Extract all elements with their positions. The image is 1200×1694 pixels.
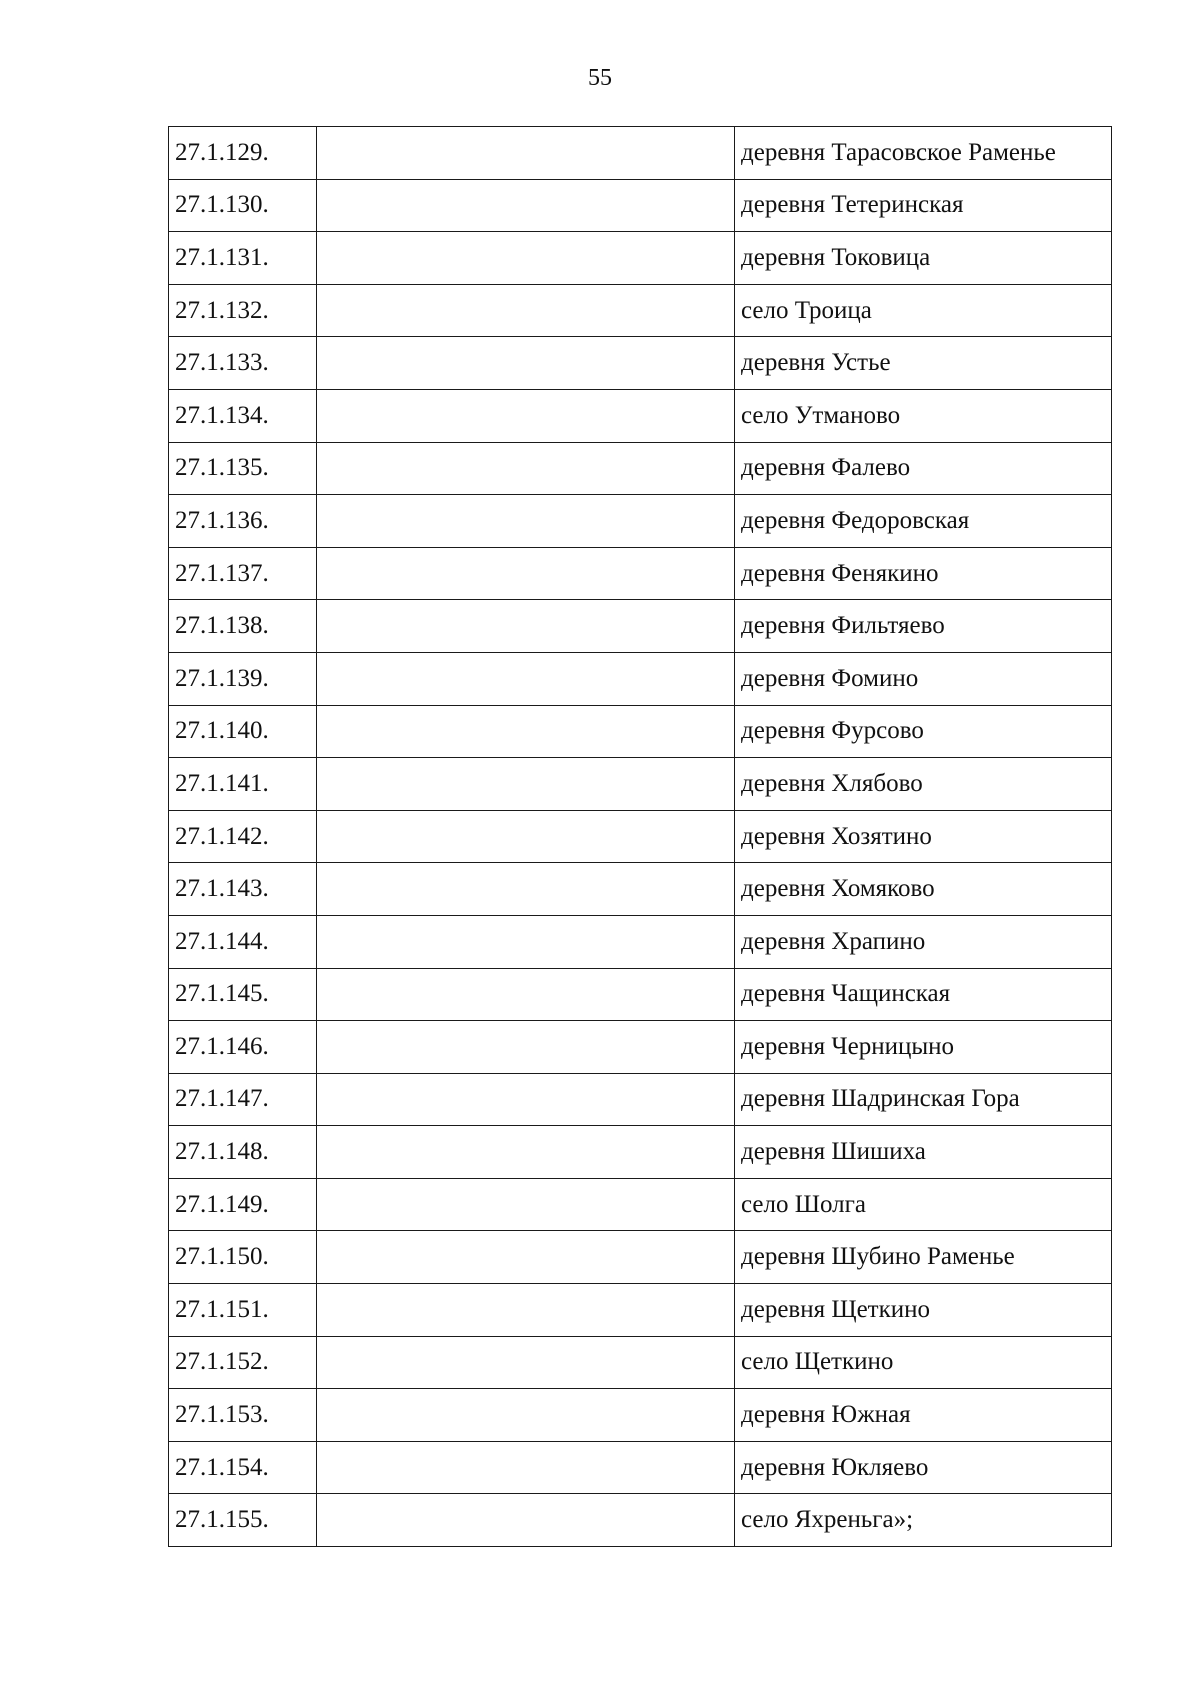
table-row: [169, 968, 1112, 1021]
row-number-cell: 27.1.139.: [169, 652, 317, 705]
settlement-name-cell: село Троица: [735, 284, 1112, 337]
row-middle-cell: [317, 337, 735, 390]
row-number-cell: 27.1.142.: [169, 810, 317, 863]
settlement-name-cell: деревня Федоровская: [735, 495, 1112, 548]
settlement-name-cell: деревня Шубино Раменье: [735, 1231, 1112, 1284]
table-row: [169, 1336, 1112, 1389]
row-number-cell: 27.1.129.: [169, 127, 317, 180]
table-row: [169, 179, 1112, 232]
row-number-cell: 27.1.141.: [169, 758, 317, 811]
settlement-name-cell: деревня Шадринская Гора: [735, 1073, 1112, 1126]
settlement-name-cell: деревня Фильтяево: [735, 600, 1112, 653]
settlement-name-cell: деревня Тетеринская: [735, 179, 1112, 232]
table-row: [169, 284, 1112, 337]
table-row: [169, 547, 1112, 600]
page-number: 55: [588, 65, 612, 91]
settlement-name-cell: деревня Храпино: [735, 915, 1112, 968]
settlement-name-cell: деревня Черницыно: [735, 1021, 1112, 1074]
row-number-cell: 27.1.143.: [169, 863, 317, 916]
row-middle-cell: [317, 389, 735, 442]
table-row: [169, 232, 1112, 285]
table-row: [169, 1073, 1112, 1126]
settlement-name-cell: деревня Южная: [735, 1389, 1112, 1442]
row-middle-cell: [317, 652, 735, 705]
table-row: [169, 810, 1112, 863]
row-middle-cell: [317, 284, 735, 337]
table-row: [169, 652, 1112, 705]
table-row: [169, 127, 1112, 180]
settlement-name-cell: деревня Фенякино: [735, 547, 1112, 600]
settlements-table: [168, 126, 1112, 1547]
settlement-name-cell: деревня Хозятино: [735, 810, 1112, 863]
settlement-name-cell: деревня Тарасовское Раменье: [735, 127, 1112, 180]
settlement-name-cell: село Яхреньга»;: [735, 1494, 1112, 1547]
table-row: [169, 1021, 1112, 1074]
row-middle-cell: [317, 600, 735, 653]
row-number-cell: 27.1.155.: [169, 1494, 317, 1547]
table-row: [169, 1178, 1112, 1231]
row-number-cell: 27.1.150.: [169, 1231, 317, 1284]
settlement-name-cell: деревня Устье: [735, 337, 1112, 390]
row-middle-cell: [317, 968, 735, 1021]
row-middle-cell: [317, 1073, 735, 1126]
row-number-cell: 27.1.149.: [169, 1178, 317, 1231]
table-row: [169, 600, 1112, 653]
settlement-name-cell: село Щеткино: [735, 1336, 1112, 1389]
row-number-cell: 27.1.148.: [169, 1126, 317, 1179]
table-row: [169, 915, 1112, 968]
row-number-cell: 27.1.140.: [169, 705, 317, 758]
table-row: [169, 705, 1112, 758]
row-middle-cell: [317, 915, 735, 968]
row-middle-cell: [317, 495, 735, 548]
row-middle-cell: [317, 1126, 735, 1179]
row-number-cell: 27.1.154.: [169, 1441, 317, 1494]
table-row: [169, 1231, 1112, 1284]
row-middle-cell: [317, 442, 735, 495]
settlement-name-cell: деревня Хлябово: [735, 758, 1112, 811]
row-number-cell: 27.1.130.: [169, 179, 317, 232]
settlement-name-cell: деревня Токовица: [735, 232, 1112, 285]
row-number-cell: 27.1.146.: [169, 1021, 317, 1074]
table-row: [169, 1284, 1112, 1337]
row-number-cell: 27.1.137.: [169, 547, 317, 600]
row-middle-cell: [317, 1494, 735, 1547]
settlement-name-cell: деревня Шишиха: [735, 1126, 1112, 1179]
row-number-cell: 27.1.135.: [169, 442, 317, 495]
row-middle-cell: [317, 1336, 735, 1389]
row-middle-cell: [317, 863, 735, 916]
table-row: [169, 863, 1112, 916]
row-number-cell: 27.1.152.: [169, 1336, 317, 1389]
row-middle-cell: [317, 232, 735, 285]
row-middle-cell: [317, 758, 735, 811]
row-number-cell: 27.1.133.: [169, 337, 317, 390]
settlement-name-cell: деревня Фурсово: [735, 705, 1112, 758]
table-row: [169, 389, 1112, 442]
row-number-cell: 27.1.153.: [169, 1389, 317, 1442]
row-middle-cell: [317, 1441, 735, 1494]
table-body: [169, 127, 1112, 1547]
row-middle-cell: [317, 179, 735, 232]
row-number-cell: 27.1.131.: [169, 232, 317, 285]
settlement-name-cell: деревня Щеткино: [735, 1284, 1112, 1337]
row-number-cell: 27.1.134.: [169, 389, 317, 442]
settlement-name-cell: деревня Хомяково: [735, 863, 1112, 916]
row-number-cell: 27.1.136.: [169, 495, 317, 548]
row-middle-cell: [317, 810, 735, 863]
table-row: [169, 1441, 1112, 1494]
row-number-cell: 27.1.132.: [169, 284, 317, 337]
table-row: [169, 337, 1112, 390]
settlement-name-cell: деревня Фомино: [735, 652, 1112, 705]
row-middle-cell: [317, 1021, 735, 1074]
row-number-cell: 27.1.151.: [169, 1284, 317, 1337]
settlement-name-cell: село Шолга: [735, 1178, 1112, 1231]
row-middle-cell: [317, 1389, 735, 1442]
settlement-name-cell: деревня Юкляево: [735, 1441, 1112, 1494]
table-row: [169, 758, 1112, 811]
settlement-name-cell: деревня Фалево: [735, 442, 1112, 495]
row-number-cell: 27.1.144.: [169, 915, 317, 968]
row-middle-cell: [317, 1178, 735, 1231]
table-row: [169, 1126, 1112, 1179]
table-row: [169, 495, 1112, 548]
table-row: [169, 1494, 1112, 1547]
row-middle-cell: [317, 705, 735, 758]
row-number-cell: 27.1.145.: [169, 968, 317, 1021]
row-middle-cell: [317, 1284, 735, 1337]
row-middle-cell: [317, 547, 735, 600]
row-number-cell: 27.1.147.: [169, 1073, 317, 1126]
table-row: [169, 1389, 1112, 1442]
row-middle-cell: [317, 127, 735, 180]
row-middle-cell: [317, 1231, 735, 1284]
table-row: [169, 442, 1112, 495]
row-number-cell: 27.1.138.: [169, 600, 317, 653]
settlement-name-cell: деревня Чащинская: [735, 968, 1112, 1021]
settlement-name-cell: село Утманово: [735, 389, 1112, 442]
